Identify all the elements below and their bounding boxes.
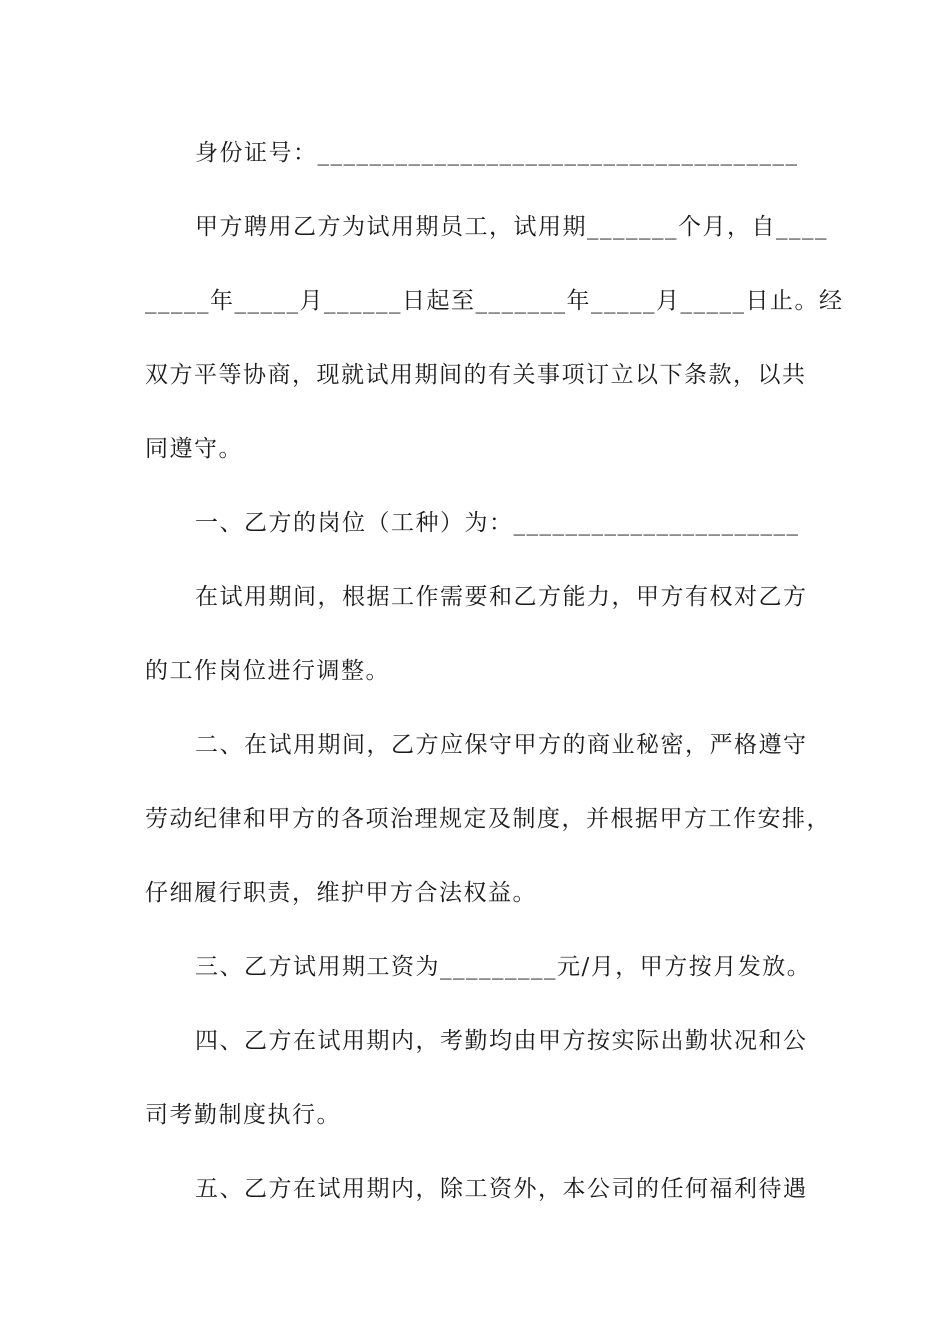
clause-4-line-2: 司考勤制度执行。 — [145, 1102, 341, 1128]
clause-3-salary-line: 三、乙方试用期工资为_________元/月，甲方按月发放。 — [195, 954, 812, 980]
clause-2-line-2: 劳动纪律和甲方的各项治理规定及制度，并根据甲方工作安排， — [145, 806, 831, 832]
clause-1-position-line: 一、乙方的岗位（工种）为：______________________ — [195, 510, 800, 536]
id-number-line: 身份证号：_____________________________________ — [195, 140, 799, 166]
paragraph-intro-line-1: 甲方聘用乙方为试用期员工，试用期_______个月，自____ — [195, 214, 828, 240]
clause-1-adjust-line-2: 的工作岗位进行调整。 — [145, 658, 390, 684]
clause-5-line-1: 五、乙方在试用期内，除工资外，本公司的任何福利待遇 — [195, 1176, 808, 1202]
paragraph-intro-line-3: 双方平等协商，现就试用期间的有关事项订立以下条款，以共 — [145, 362, 807, 388]
clause-2-line-1: 二、在试用期间，乙方应保守甲方的商业秘密，严格遵守 — [195, 732, 808, 758]
paragraph-intro-line-4: 同遵守。 — [145, 436, 243, 462]
clause-1-adjust-line-1: 在试用期间，根据工作需要和乙方能力，甲方有权对乙方 — [195, 584, 808, 610]
paragraph-intro-line-2: _____年_____月______日起至_______年_____月_____日止。经 — [145, 288, 844, 314]
clause-2-line-3: 仔细履行职责，维护甲方合法权益。 — [145, 880, 537, 906]
clause-4-line-1: 四、乙方在试用期内，考勤均由甲方按实际出勤状况和公 — [195, 1028, 808, 1054]
